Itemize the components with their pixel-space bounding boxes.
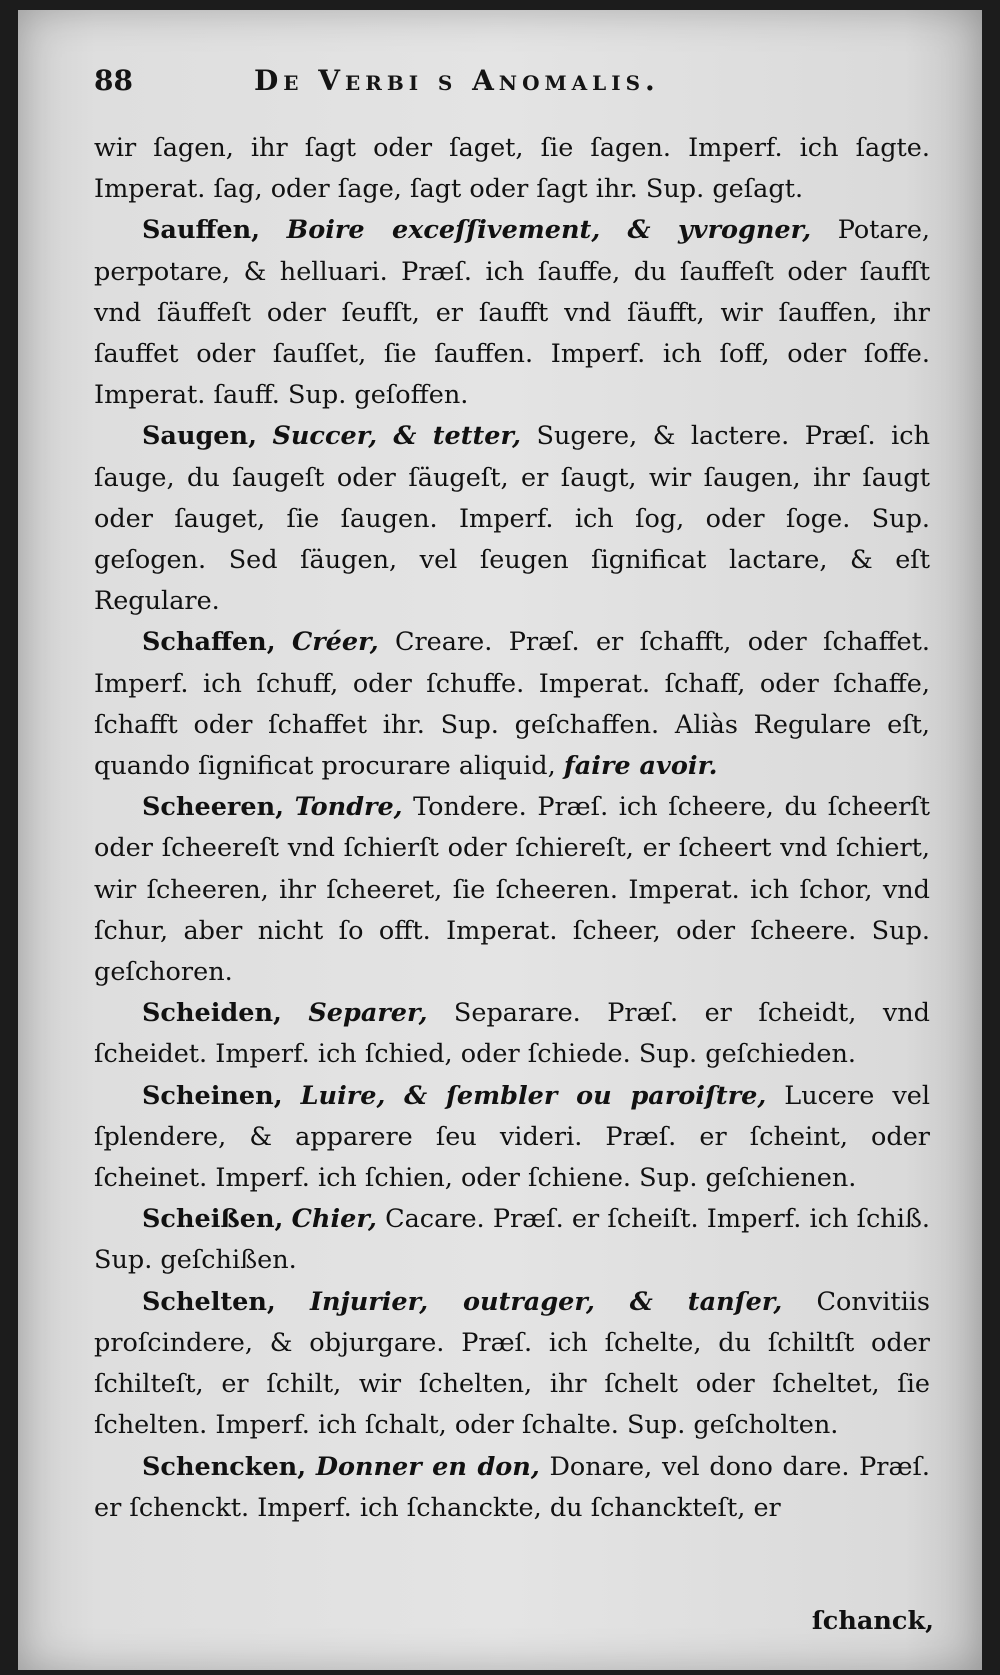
entry-schaffen — [94, 622, 930, 787]
page-header — [94, 64, 914, 108]
french-gloss: Créer, — [291, 627, 379, 658]
entry-scheiden — [94, 993, 930, 1075]
headword: Scheinen, — [142, 1080, 283, 1111]
french-gloss-2: faire avoir. — [563, 751, 718, 782]
page-number: 88 — [94, 64, 133, 97]
headword: Scheiden, — [142, 998, 282, 1029]
entry-text: wir ſagen, ihr ſagt oder ſaget, ſie ſagen. Imperf. ich ſagte. Imperat. ſag, oder ſage, ſagt oder ſagt ihr. Sup. geſagt. — [94, 133, 930, 205]
entry-text: Sugere, & lactere. Præſ. ich ſauge, du ſaugeſt oder ſäugeſt, er ſaugt, wir ſaugen, ihr ſaugt oder ſauget, ſie ſaugen. Imperf. ich ſog, oder ſoge. Sup. geſogen. Sed ſäugen, vel ſeugen ſignificat lactare, & eſt Regulare. — [94, 421, 930, 617]
entry-scheissen — [94, 1199, 930, 1281]
running-head: De Verbi s Anomalis. — [254, 64, 660, 97]
entry-schencken — [94, 1447, 930, 1529]
entry-scheeren — [94, 787, 930, 993]
entry-text: Potare, perpotare, & helluari. Præſ. ich ſauffe, du ſauffeſt oder ſaufſt vnd ſäuffeſt oder ſeufſt, er ſaufft vnd ſäufft, wir ſauffen, ihr ſauffet oder ſauſſet, ſie ſauffen. Imperf. ich ſoff, oder ſoffe. Imperat. ſauff. Sup. geſoffen. — [94, 215, 931, 411]
french-gloss: Separer, — [308, 998, 428, 1029]
french-gloss: Boire exceſſivement, & yvrogner, — [286, 215, 812, 246]
french-gloss: Chier, — [291, 1204, 377, 1235]
french-gloss: Tondre, — [294, 792, 403, 823]
french-gloss: Donner en don, — [315, 1451, 540, 1482]
book-page — [18, 10, 982, 1670]
headword: Schelten, — [142, 1286, 276, 1317]
headword: Schaffen, — [142, 627, 276, 658]
body-text — [94, 128, 930, 1529]
entry-text: Separare. Præſ. er ſcheidt, vnd ſcheidet. Imperf. ich ſchied, oder ſchiede. Sup. geſchieden. — [94, 998, 930, 1070]
entry-sauffen — [94, 210, 930, 416]
entry-schelten — [94, 1282, 930, 1447]
entry-text: Donare, vel dono dare. Præſ. er ſchenckt. Imperf. ich ſchanckte, du ſchanckteſt, er — [94, 1451, 931, 1523]
headword: Scheißen, — [142, 1204, 284, 1235]
french-gloss: Succer, & tetter, — [272, 421, 521, 452]
headword: Schencken, — [142, 1451, 307, 1482]
entry-text: Lucere vel ſplendere, & apparere ſeu videri. Præſ. er ſcheint, oder ſcheinet. Imperf. ich ſchien, oder ſchiene. Sup. geſchienen. — [94, 1080, 930, 1194]
entry-saugen — [94, 416, 930, 622]
entry-text: Tondere. Præſ. ich ſcheere, du ſcheerſt oder ſcheereſt vnd ſchierſt oder ſchiereſt, er ſcheert vnd ſchiert, wir ſcheeren, ihr ſcheeret, ſie ſcheeren. Imperat. ich ſchor, vnd ſchur, aber nicht ſo offt. Imperat. ſcheer, oder ſcheere. Sup. geſchoren. — [94, 792, 930, 988]
headword: Sauffen, — [142, 215, 261, 246]
french-gloss: Luire, & ſembler ou paroiſtre, — [300, 1080, 767, 1111]
headword: Saugen, — [142, 421, 257, 452]
entry-text: Creare. Præſ. er ſchafft, oder ſchaffet. Imperf. ich ſchuff, oder ſchuffe. Imperat. ſchaff, oder ſchaffe, ſchafft oder ſchaffet ihr. Sup. geſchaffen. Aliàs Regulare eſt, quando ſignificat procurare aliquid, — [94, 627, 931, 782]
entry-scheinen — [94, 1076, 930, 1200]
headword: Scheeren, — [142, 792, 285, 823]
entry-text: Cacare. Præſ. er ſcheiſt. Imperf. ich ſchiß. Sup. geſchißen. — [94, 1204, 931, 1276]
catchword: ſchanck, — [811, 1606, 934, 1636]
french-gloss: Injurier, outrager, & tanſer, — [310, 1286, 783, 1317]
entry-text: Convitiis proſcindere, & objurgare. Præſ. ich ſchelte, du ſchiltſt oder ſchilteſt, er ſchilt, wir ſchelten, ihr ſchelt oder ſcheltet, ſie ſchelten. Imperf. ich ſchalt, oder ſchalte. Sup. geſcholten. — [94, 1286, 930, 1441]
entry-continuation — [94, 128, 930, 210]
